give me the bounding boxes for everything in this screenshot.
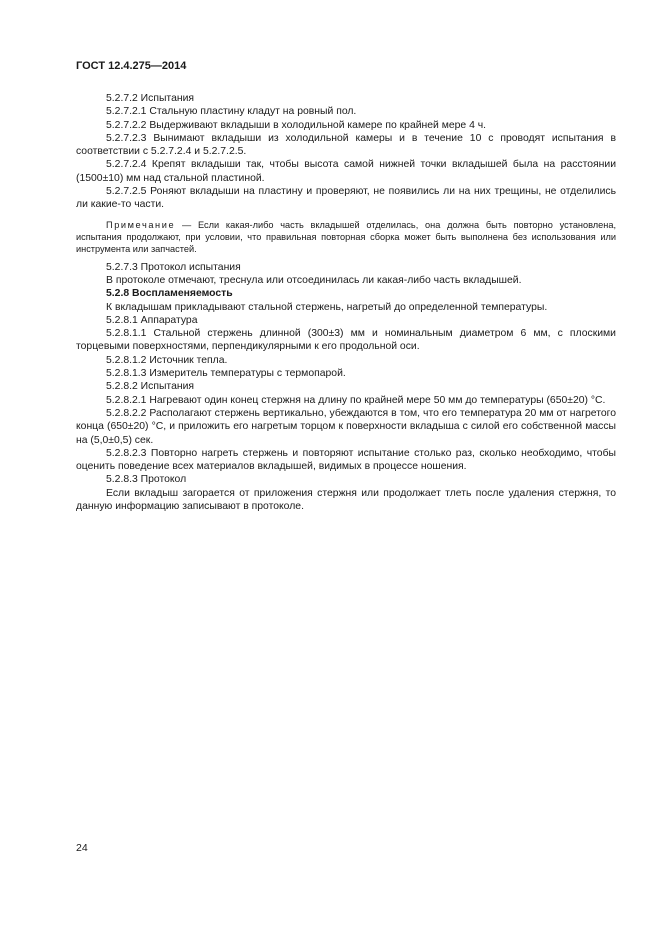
clause-number: 5.2.7.2 xyxy=(106,93,138,104)
section-5-2-7-2 xyxy=(76,92,616,212)
paragraph xyxy=(76,132,616,159)
paragraph xyxy=(76,394,616,407)
paragraph xyxy=(76,261,616,274)
clause-number: 5.2.8 xyxy=(106,288,130,300)
note-label: Примечание xyxy=(106,219,176,230)
paragraph xyxy=(76,354,616,367)
clause-number: 5.2.7.3 xyxy=(106,261,138,273)
paragraph xyxy=(76,407,616,447)
page-number: 24 xyxy=(76,842,88,854)
page-header: ГОСТ 12.4.275—2014 xyxy=(76,60,187,72)
paragraph xyxy=(76,185,616,212)
paragraph xyxy=(76,380,616,393)
paragraph-text: Измеритель температуры с термопарой. xyxy=(146,368,346,380)
paragraph-text: Стальной стержень длинной (300±3) мм и номинальным диаметром 6 мм, с плоскими торцевыми поверхностями, перпендикулярными к его продольной оси. xyxy=(76,328,616,353)
section-5-2-7-3-to-5-2-8 xyxy=(76,261,616,514)
clause-number: 5.2.7.2.5 xyxy=(106,186,147,198)
paragraph-text: Испытания xyxy=(137,93,195,104)
paragraph xyxy=(76,367,616,380)
clause-number: 5.2.7.2.1 xyxy=(106,106,147,118)
clause-number: 5.2.8.2.2 xyxy=(106,407,147,419)
paragraph xyxy=(76,327,616,354)
paragraph xyxy=(76,447,616,474)
paragraph-text: Стальную пластину кладут на ровный пол. xyxy=(146,106,357,118)
paragraph xyxy=(76,119,616,132)
paragraph xyxy=(76,105,616,118)
paragraph-text: Нагревают один конец стержня на длину по крайней мере 50 мм до температуры (650±20) °С. xyxy=(146,394,606,406)
paragraph-text: Воспламеняемость xyxy=(129,288,233,300)
paragraph-text: К вкладышам прикладывают стальной стержень, нагретый до определенной температуры. xyxy=(106,301,548,313)
paragraph-text: Если вкладыш загорается от приложения стержня или продолжает тлеть после удаления стержня, то данную информацию записывают в протоколе. xyxy=(76,487,616,513)
paragraph-text: В протоколе отмечают, треснула или отсоединилась ли какая-либо часть вкладышей. xyxy=(106,274,522,286)
clause-number: 5.2.8.3 xyxy=(106,474,138,486)
paragraph xyxy=(76,274,616,287)
paragraph xyxy=(76,314,616,327)
clause-number: 5.2.8.1.1 xyxy=(106,328,147,340)
paragraph-text: Аппаратура xyxy=(137,314,198,326)
paragraph-text: Испытания xyxy=(137,381,195,393)
document-body xyxy=(76,92,616,513)
clause-number: 5.2.8.1.2 xyxy=(106,354,147,366)
clause-number: 5.2.7.2.3 xyxy=(106,132,147,144)
note-text: — Если какая-либо часть вкладышей отделилась, она должна быть повторно установлена, испытания продолжают, при условии, что правильная повторная сборка может быть выполнена без использования или инструмента или запчастей. xyxy=(76,219,616,254)
paragraph-text: Протокол испытания xyxy=(137,261,241,273)
note xyxy=(76,219,616,255)
clause-number: 5.2.8.2.1 xyxy=(106,394,147,406)
paragraph-text: Протокол xyxy=(137,474,187,486)
paragraph xyxy=(76,287,616,300)
clause-number: 5.2.8.1.3 xyxy=(106,368,147,380)
clause-number: 5.2.8.2.3 xyxy=(106,447,147,459)
clause-number: 5.2.7.2.4 xyxy=(106,159,147,171)
paragraph-text: Выдерживают вкладыши в холодильной камере по крайней мере 4 ч. xyxy=(146,119,487,131)
clause-number: 5.2.7.2.2 xyxy=(106,119,147,131)
clause-number: 5.2.8.1 xyxy=(106,314,138,326)
paragraph-text: Источник тепла. xyxy=(146,354,228,366)
clause-number: 5.2.8.2 xyxy=(106,381,138,393)
paragraph-text: Крепят вкладыши так, чтобы высота самой нижней точки вкладышей была на расстоянии (1500±10) мм над стальной пластиной. xyxy=(76,159,616,184)
paragraph-text: Повторно нагреть стержень и повторяют испытание столько раз, сколько необходимо, чтобы оценить поведение всех материалов вкладышей, видимых в процессе ношения. xyxy=(76,447,616,473)
paragraph xyxy=(76,473,616,486)
paragraph xyxy=(76,487,616,514)
paragraph-text: Вынимают вкладыши из холодильной камеры и в течение 10 с проводят испытания в соответствии с 5.2.7.2.4 и 5.2.7.2.5. xyxy=(76,132,616,158)
paragraph-text: Располагают стержень вертикально, убеждаются в том, что его температура 20 мм от нагретого конца (650±20) °С, и приложить его нагретым торцом к поверхности вкладыша с силой его собственной массы на (5,0±0,5) сек. xyxy=(76,407,616,446)
paragraph xyxy=(76,158,616,185)
paragraph xyxy=(76,301,616,314)
paragraph-text: Роняют вкладыши на пластину и проверяют, не появились ли на них трещины, не отделились ли какие-то части. xyxy=(76,186,616,211)
paragraph xyxy=(76,92,616,105)
